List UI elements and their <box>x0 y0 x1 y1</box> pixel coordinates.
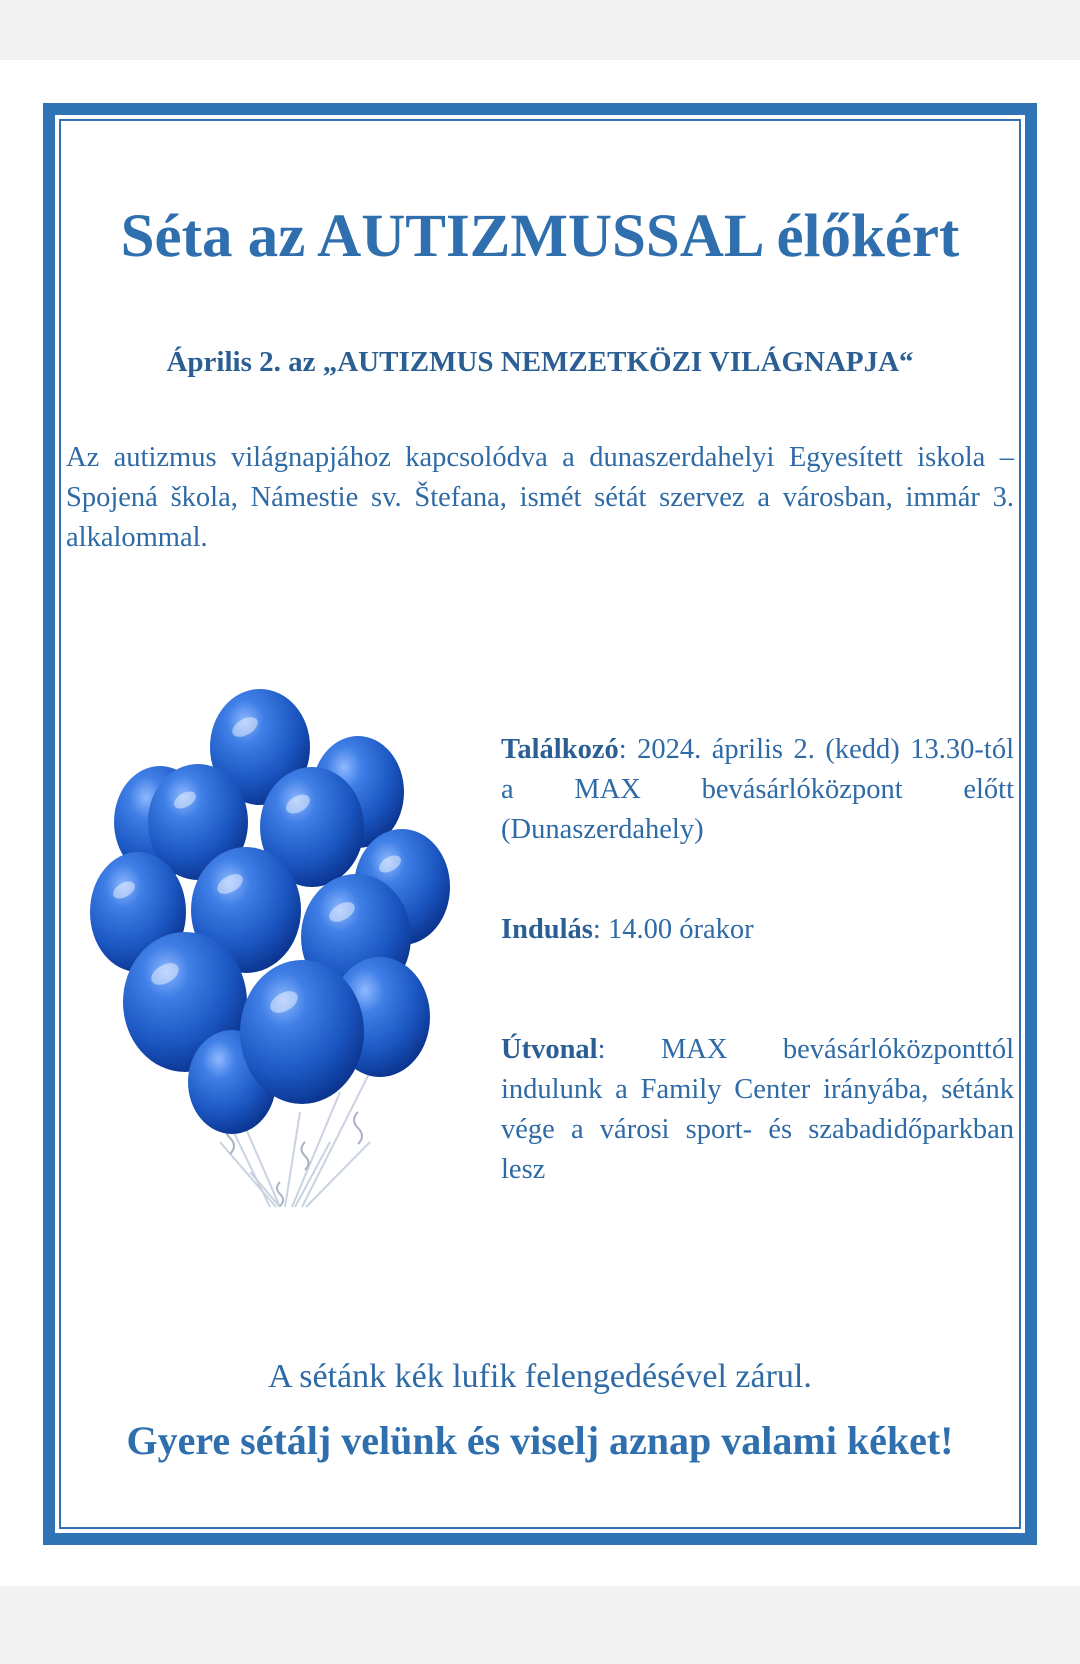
intro-paragraph: Az autizmus világnapjához kapcsolódva a dunaszerdahelyi Egyesített iskola – Spojená škola, Námestie sv. Štefana, ismét sétát szervez a városban, immár 3. alkalommal. <box>66 442 1014 553</box>
poster-subtitle: Április 2. az „AUTIZMUS NEMZETKÖZI VILÁGNAPJA“ <box>166 346 914 378</box>
meeting-info <box>501 730 1014 850</box>
closing-line-1: A sétánk kék lufik felengedésével zárul. <box>268 1358 812 1395</box>
route-text: : MAX bevásárlóközponttól indulunk a Family Center irányába, sétánk vége a városi sport- és szabadidőparkban lesz <box>501 1034 1014 1185</box>
blue-balloons-icon <box>80 672 476 1282</box>
meeting-text: : 2024. április 2. (kedd) 13.30-tól a MAX bevásárlóközpont előtt (Dunaszerdahely) <box>501 734 1014 845</box>
poster-content <box>66 60 1014 1586</box>
start-text: : 14.00 órakor <box>592 914 754 945</box>
start-info <box>501 910 1014 950</box>
route-info <box>501 1030 1014 1190</box>
route-label: Útvonal <box>501 1034 598 1065</box>
closing-line-2: Gyere sétálj velünk és viselj aznap valami kéket! <box>126 1418 954 1463</box>
poster-title: Séta az AUTIZMUSSAL élőkért <box>120 203 960 270</box>
start-label: Indulás <box>501 914 593 945</box>
meeting-label: Találkozó <box>501 734 619 765</box>
